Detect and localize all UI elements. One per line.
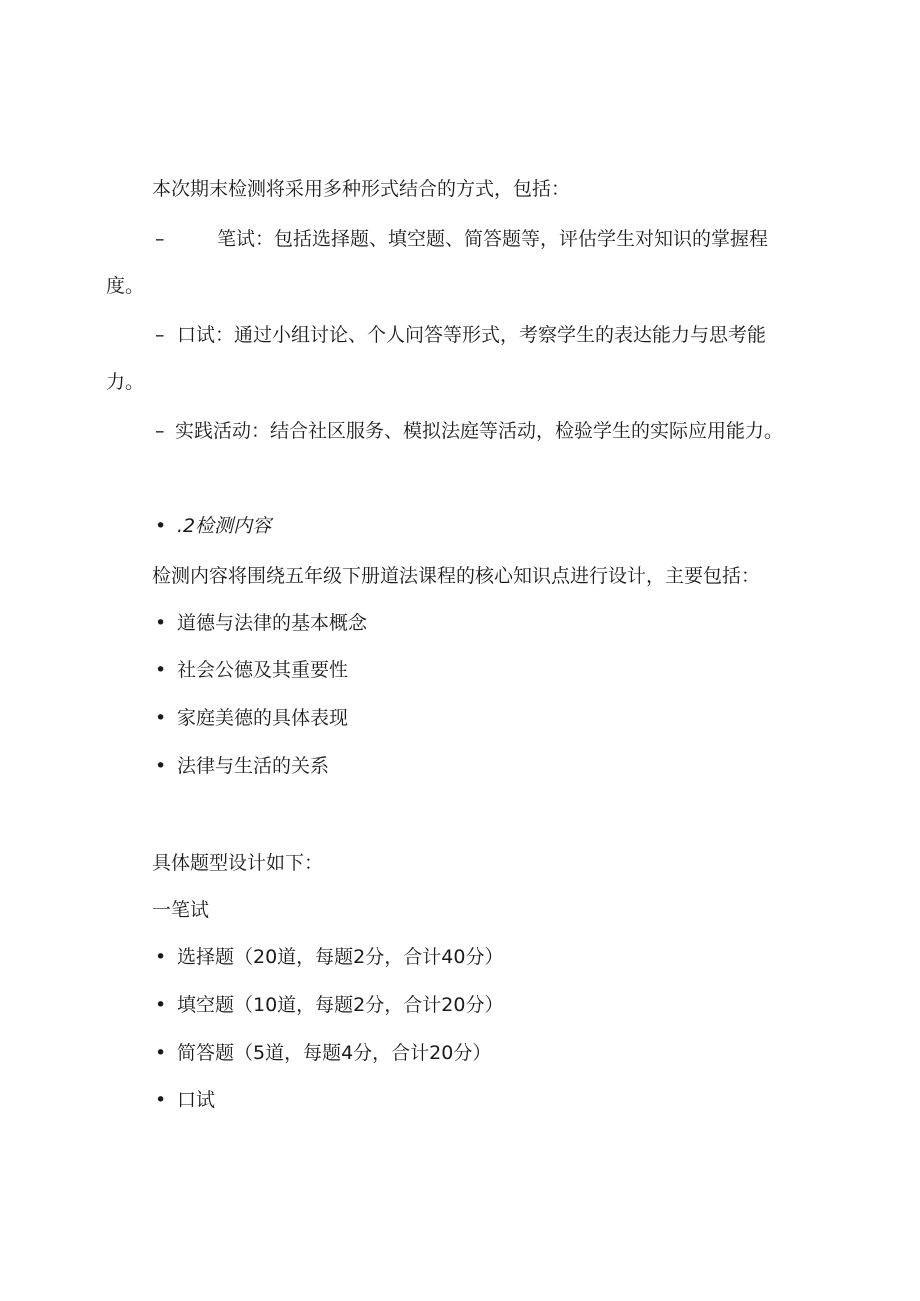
bullet-marker: • [155,946,167,968]
section-heading [155,513,271,539]
bullet-marker: • [155,1042,167,1064]
list-item: • 选择题（20道，每题2分，合计40分） [155,946,504,968]
section-heading-text: .2检测内容 [177,515,272,537]
bullet-marker: • [155,994,167,1016]
form-item-oral-line2: 力。 [106,371,145,393]
dash-marker: – [155,324,165,346]
list-item: • 社会公德及其重要性 [155,659,349,681]
design-heading: 具体题型设计如下： [152,852,324,874]
form-item-text: 实践活动：结合社区服务、模拟法庭等活动，检验学生的实际应用能力。 [175,420,784,442]
list-item: • 简答题（5道，每题4分，合计20分） [155,1042,492,1064]
intro-paragraph: 本次期末检测将采用多种形式结合的方式，包括： [152,178,571,200]
form-item-written-line1 [155,226,768,252]
bullet-marker: • [155,515,167,537]
bullet-marker: • [155,612,167,634]
form-item-text: 笔试：包括选择题、填空题、简答题等，评估学生对知识的掌握程 [217,228,769,250]
list-item: • 道德与法律的基本概念 [155,612,368,634]
content-intro: 检测内容将围绕五年级下册道法课程的核心知识点进行设计，主要包括： [152,565,761,587]
form-item-practice [155,418,783,444]
bullet-marker: • [155,755,167,777]
dash-marker: – [155,228,165,250]
bullet-marker: • [155,707,167,729]
form-item-text: 口试：通过小组讨论、个人问答等形式，考察学生的表达能力与思考能 [177,324,767,346]
list-item: • 家庭美德的具体表现 [155,707,349,729]
written-heading: 一笔试 [152,899,210,921]
list-item: • 法律与生活的关系 [155,755,330,777]
bullet-marker: • [155,1089,167,1111]
dash-marker: – [155,420,165,442]
form-item-oral-line1 [155,322,766,348]
form-item-written-line2: 度。 [106,275,145,297]
list-item: • 口试 [155,1089,216,1111]
list-item: • 填空题（10道，每题2分，合计20分） [155,994,504,1016]
bullet-marker: • [155,659,167,681]
